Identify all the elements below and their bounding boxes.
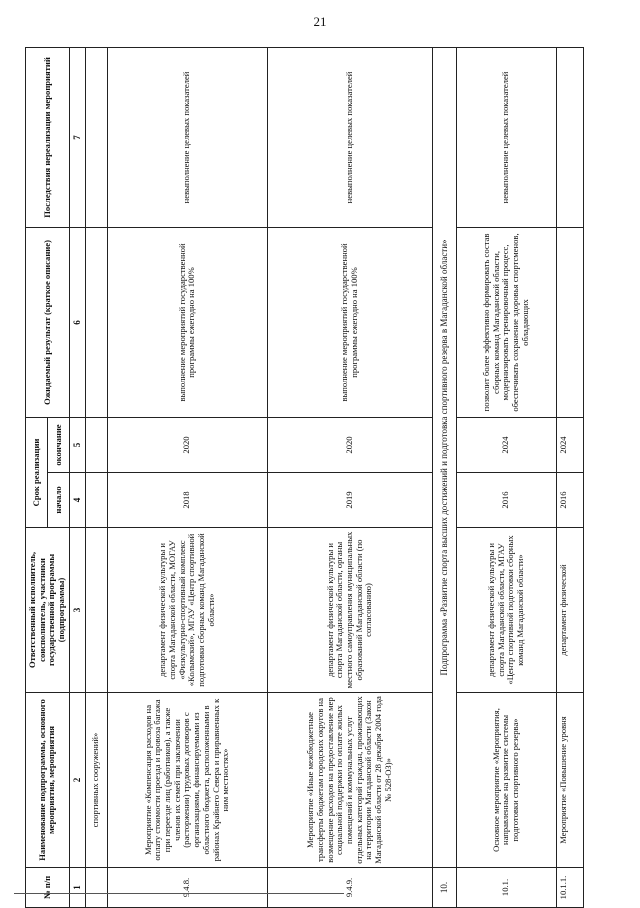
- row-number: 10.1.1.: [556, 868, 583, 908]
- row-responsible: департамент физической: [556, 528, 583, 693]
- column-number: 3: [69, 528, 85, 693]
- row-name: спортивных сооружений»: [85, 693, 107, 868]
- subprogram-title: Подпрограмма «Развитие спорта высших достижений и подготовка спортивного резерва в Магаданской области»: [432, 47, 456, 867]
- header-result: Ожидаемый результат (краткое описание): [26, 227, 70, 417]
- header-end: окончание: [47, 417, 69, 472]
- table-row: [267, 47, 432, 907]
- row-consequences: невыполнение целевых показателей: [456, 47, 556, 227]
- row-result: [85, 227, 107, 417]
- table-row: [456, 47, 556, 907]
- table-row: [85, 47, 107, 907]
- row-end: 2024: [456, 417, 556, 472]
- column-number: 7: [69, 47, 85, 227]
- program-table: [25, 47, 584, 908]
- header-start: начало: [47, 473, 69, 528]
- row-responsible: департамент физической культуры и спорта Магаданской области, органы местного самоуправления муниципальных образований Магаданской области (по согласованию): [267, 528, 432, 693]
- header-responsible: Ответственный исполнитель, соисполнитель, участники государственной программы (подпрограммы): [26, 528, 70, 693]
- row-consequences: невыполнение целевых показателей: [267, 47, 432, 227]
- table-row: [107, 47, 267, 907]
- row-number: [85, 868, 107, 908]
- row-start: 2018: [107, 473, 267, 528]
- row-name: Мероприятие «Компенсация расходов на оплату стоимости проезда и провоза багажа при переезде лиц (работников), а также членов их семей при заключении (расторжении) трудовых договоров с организациями, финансируемыми из областного бюджета, расположенными в районах Крайнего Севера и приравненных к ним местностях»: [107, 693, 267, 868]
- table-row: [556, 47, 583, 907]
- header-period: Срок реализации: [26, 417, 48, 527]
- row-name: Мероприятие «Повышение уровня: [556, 693, 583, 868]
- header-number: № п/п: [26, 868, 70, 908]
- footer-divider: [14, 893, 344, 894]
- column-number: 4: [69, 473, 85, 528]
- subprogram-row: [432, 47, 456, 907]
- column-number: 1: [69, 868, 85, 908]
- row-start: 2019: [267, 473, 432, 528]
- row-start: [85, 473, 107, 528]
- row-name: Основное мероприятие «Мероприятия, направленные на развитие системы подготовки спортивного резерва»: [456, 693, 556, 868]
- row-responsible: департамент физической культуры и спорта Магаданской области, МОГАУ «Физкультурно-спортивный комплекс «Колымский», МГАУ «Центр спортивной подготовки сборных команд Магаданской области»: [107, 528, 267, 693]
- row-start: 2016: [556, 473, 583, 528]
- subprogram-number: 10.: [432, 868, 456, 908]
- row-end: [85, 417, 107, 472]
- row-result: [556, 227, 583, 417]
- row-end: 2020: [267, 417, 432, 472]
- column-number: 2: [69, 693, 85, 868]
- row-consequences: [556, 47, 583, 227]
- row-start: 2016: [456, 473, 556, 528]
- row-consequences: [85, 47, 107, 227]
- row-result: позволит более эффективно формировать состав сборных команд Магаданской области, модернизировать тренировочный процесс, обеспечивать сохранение здоровья спортсменов, обладающих: [456, 227, 556, 417]
- row-end: 2020: [107, 417, 267, 472]
- row-number: 9.4.8.: [107, 868, 267, 908]
- row-result: выполнение мероприятий государственной программы ежегодно на 100%: [267, 227, 432, 417]
- row-number: 9.4.9.: [267, 868, 432, 908]
- header-name: Наименование подпрограммы, основного мероприятия, мероприятия: [26, 693, 70, 868]
- row-name: Мероприятие «Иные межбюджетные трансферты бюджетам городских округов на возмещение расходов на предоставление мер социальной поддержки по оплате жилых помещений и коммунальных услуг отдельных категорий граждан, проживающих на территории Магаданской области (Закон Магаданской области от 28 декабря 2004 года № 528-ОЗ)»: [267, 693, 432, 868]
- row-responsible: департамент физической культуры и спорта Магаданской области, МГАУ «Центр спортивной подготовки сборных команд Магаданской области»: [456, 528, 556, 693]
- row-consequences: невыполнение целевых показателей: [107, 47, 267, 227]
- row-responsible: [85, 528, 107, 693]
- row-number: 10.1.: [456, 868, 556, 908]
- column-number: 5: [69, 417, 85, 472]
- column-number: 6: [69, 227, 85, 417]
- row-end: 2024: [556, 417, 583, 472]
- page-number: 21: [313, 14, 327, 29]
- header-consequences: Последствия нереализации мероприятий: [26, 47, 70, 227]
- rotated-table-container: [25, 48, 615, 908]
- row-result: выполнение мероприятий государственной программы ежегодно на 100%: [107, 227, 267, 417]
